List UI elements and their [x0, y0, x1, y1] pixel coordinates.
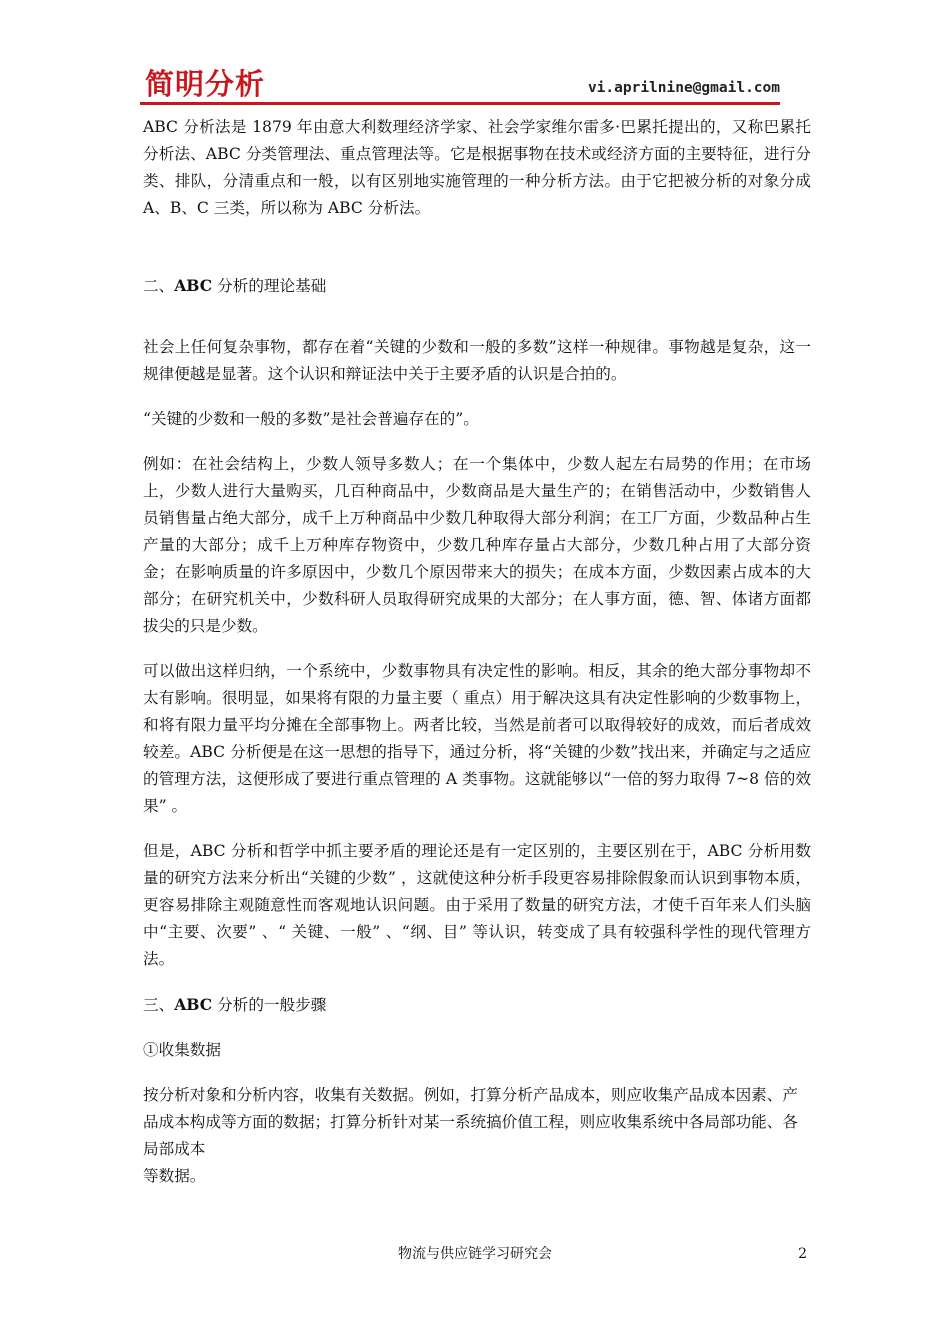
- paragraph: “关键的少数和一般的多数”是社会普遍存在的”。: [143, 410, 479, 428]
- section-bold: ABC: [174, 276, 213, 295]
- header-email: vi.aprilnine@gmail.com: [587, 80, 780, 96]
- header-title: 简明分析: [145, 67, 266, 101]
- footer-org: 物流与供应链学习研究会: [398, 1246, 552, 1262]
- page-header: [140, 66, 780, 102]
- section-title: 分析的理论基础: [212, 277, 327, 295]
- page-number: 2: [798, 1246, 807, 1262]
- section-heading-2: [143, 272, 811, 300]
- paragraph: 社会上任何复杂事物，都存在着“关键的少数和一般的多数”这样一种规律。事物越是复杂，这一规律便越是显著。这个认识和辩证法中关于主要矛盾的认识是合拍的。: [143, 338, 811, 383]
- paragraph: 例如：在社会结构上，少数人领导多数人；在一个集体中，少数人起左右局势的作用；在市场上，少数人进行大量购买，几百种商品中，少数商品是大量生产的；在销售活动中，少数销售人员销售量占绝大部分，成千上万种商品中少数几种取得大部分利润；在工厂方面，少数品种占生产量的大部分；成千上万种库存物资中，少数几种库存量占大部分，少数几种占用了大部分资金；在影响质量的许多原因中，少数几个原因带来大的损失；在成本方面，少数因素占成本的大部分；在研究机关中，少数科研人员取得研究成果的大部分；在人事方面，德、智、体诸方面都拔尖的只是少数。: [143, 455, 811, 635]
- paragraph: 按分析对象和分析内容，收集有关数据。例如，打算分析产品成本，则应收集产品成本因素、产品成本构成等方面的数据；打算分析针对某一系统搞价值工程，则应收集系统中各局部功能、各局部成本: [143, 1086, 798, 1158]
- paragraph: 等数据。: [143, 1167, 206, 1185]
- document-body: [143, 114, 811, 1190]
- section-heading-3: [143, 991, 811, 1019]
- section-number: 二、: [143, 277, 175, 295]
- step-label: ①收集数据: [143, 1041, 221, 1059]
- header-rule: [140, 102, 780, 105]
- section-title: 分析的一般步骤: [212, 996, 327, 1014]
- paragraph: 可以做出这样归纳，一个系统中，少数事物具有决定性的影响。相反，其余的绝大部分事物却不太有影响。很明显，如果将有限的力量主要（ 重点）用于解决这具有决定性影响的少数事物上，和将有限力量平均分摊在全部事物上。两者比较，当然是前者可以取得较好的成效，而后者成效较差。ABC 分析便是在这一思想的指导下，通过分析，将“关键的少数”找出来，并确定与之适应的管理方法，这便形成了要进行重点管理的 A 类事物。这就能够以“一倍的努力取得 7~8 倍的效果” 。: [143, 662, 811, 815]
- intro-paragraph: ABC 分析法是 1879 年由意大利数理经济学家、社会学家维尔雷多·巴累托提出的，又称巴累托分析法、ABC 分类管理法、重点管理法等。它是根据事物在技术或经济方面的主要特征，进行分类、排队，分清重点和一般，以有区别地实施管理的一种分析方法。由于它把被分析的对象分成 A、B、C 三类，所以称为 ABC 分析法。: [143, 118, 811, 217]
- section-number: 三、: [143, 996, 175, 1014]
- paragraph: 但是，ABC 分析和哲学中抓主要矛盾的理论还是有一定区别的，主要区别在于，ABC 分析用数量的研究方法来分析出“关键的少数” ，这就使这种分析手段更容易排除假象而认识到事物本质，更容易排除主观随意性而客观地认识问题。由于采用了数量的研究方法，才使千百年来人们头脑中“主要、次要” 、“ 关键、一般” 、“纲、目” 等认识，转变成了具有较强科学性的现代管理方法。: [143, 842, 811, 968]
- section-bold: ABC: [174, 995, 213, 1014]
